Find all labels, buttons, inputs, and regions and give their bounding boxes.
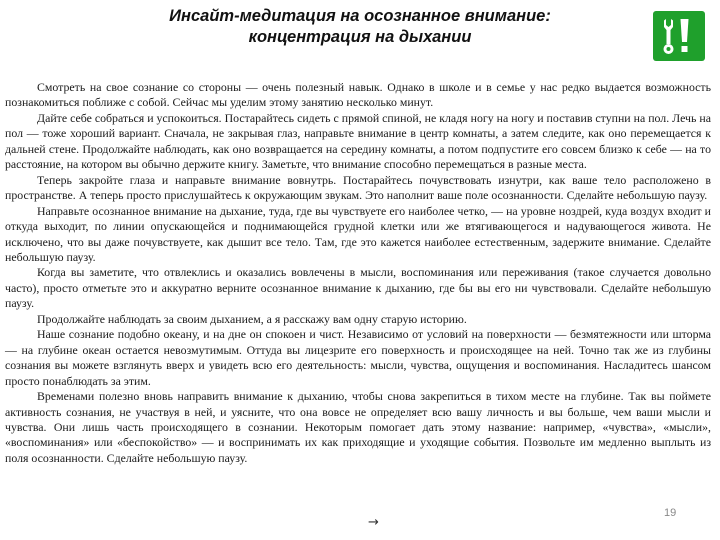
page-title-line-1: Инсайт-медитация на осознанное внимание: <box>169 7 551 25</box>
paragraph-2: Дайте себе собраться и успокоиться. Постарайтесь сидеть с прямой спиной, не кладя ногу на ногу и поставив ступни на пол. Лечь на пол — тоже хороший вариант. Сначала, не закрывая глаз, направьте внимание в центр комнаты, а затем следите, как оно перемещается к дальней стене. Продолжайте наблюдать, как оно возвращается на середину комнаты, а потом подпустите его совсем близко к себе — на то расстояние, на котором вы обычно держите книгу. Заметьте, что внимание способно перемещаться в разные места. <box>5 110 711 172</box>
page-title-line-2: концентрация на дыхании <box>248 28 472 46</box>
article-body <box>5 80 711 466</box>
paragraph-6: Продолжайте наблюдать за своим дыханием, а я расскажу вам одну старую историю. <box>37 311 467 326</box>
paragraph-5: Когда вы заметите, что отвлеклись и оказались вовлечены в мысли, воспоминания или переживания (такое случается довольно часто), просто отметьте это и аккуратно верните осознанное внимание к дыханию, где бы вы его ни чувствовали. Сделайте небольшую паузу. <box>5 265 711 311</box>
paragraph-8: Временами полезно вновь направить внимание к дыханию, чтобы снова закрепиться в тихом месте на глубине. Так вы поймете активность сознания, не участвуя в ней, и уясните, что она вовсе не определяет всю вашу личность и вы больше, чем ваши мысли и чувства. Они лишь часть происходящего в сознании. Некоторым помогает дать этому название: например, «чувства», «мысли», «воспоминания» или «беспокойство» — и воспринимать их как приходящие и уходящие события. Позвольте им медленно выплыть из поля осознанности. Сделайте небольшую паузу. <box>5 389 711 465</box>
paragraph-3: Теперь закройте глаза и направьте внимание вовнутрь. Постарайтесь почувствовать изнутри, как ваше тело расположено в пространстве. А теперь просто прислушайтесь к окружающим звукам. Это наполнит ваше поле осознанности. Сделайте небольшую паузу. <box>5 172 711 203</box>
paragraph-4: Направьте осознанное внимание на дыхание, туда, где вы чувствуете его наиболее четко, — на уровне ноздрей, куда воздух входит и откуда выходит, по линии опускающейся и поднимающейся грудной клетки или же втягивающегося и надувающегося живота. Не исключено, что вы даже почувствуете, как дышит все тело. Там, где это кажется наиболее естественным, задержите внимание. Сделайте небольшую паузу. <box>5 203 711 264</box>
wrench-exclamation-icon <box>653 11 705 61</box>
page-title <box>120 6 600 48</box>
paragraph-7: Наше сознание подобно океану, и на дне он спокоен и чист. Независимо от условий на поверхности — безмятежности или шторма — на глубине океан остается невозмутимым. Оттуда вы лицезрите его поверхность и происходящее на ней. Точно так же из глубины сознания вы можете взглянуть вверх и увидеть всю его деятельность: мысли, чувства, ощущения и воспоминания. Насладитесь шансом просто понаблюдать за этим. <box>5 327 711 388</box>
page-number: 19 <box>664 507 677 519</box>
next-arrow-icon[interactable]: → <box>368 515 379 530</box>
paragraph-1: Смотреть на свое сознание со стороны — очень полезный навык. Однако в школе и в семье у нас редко выдается возможность познакомиться поближе с собой. Сейчас мы уделим этому занятию несколько минут. <box>5 80 711 110</box>
